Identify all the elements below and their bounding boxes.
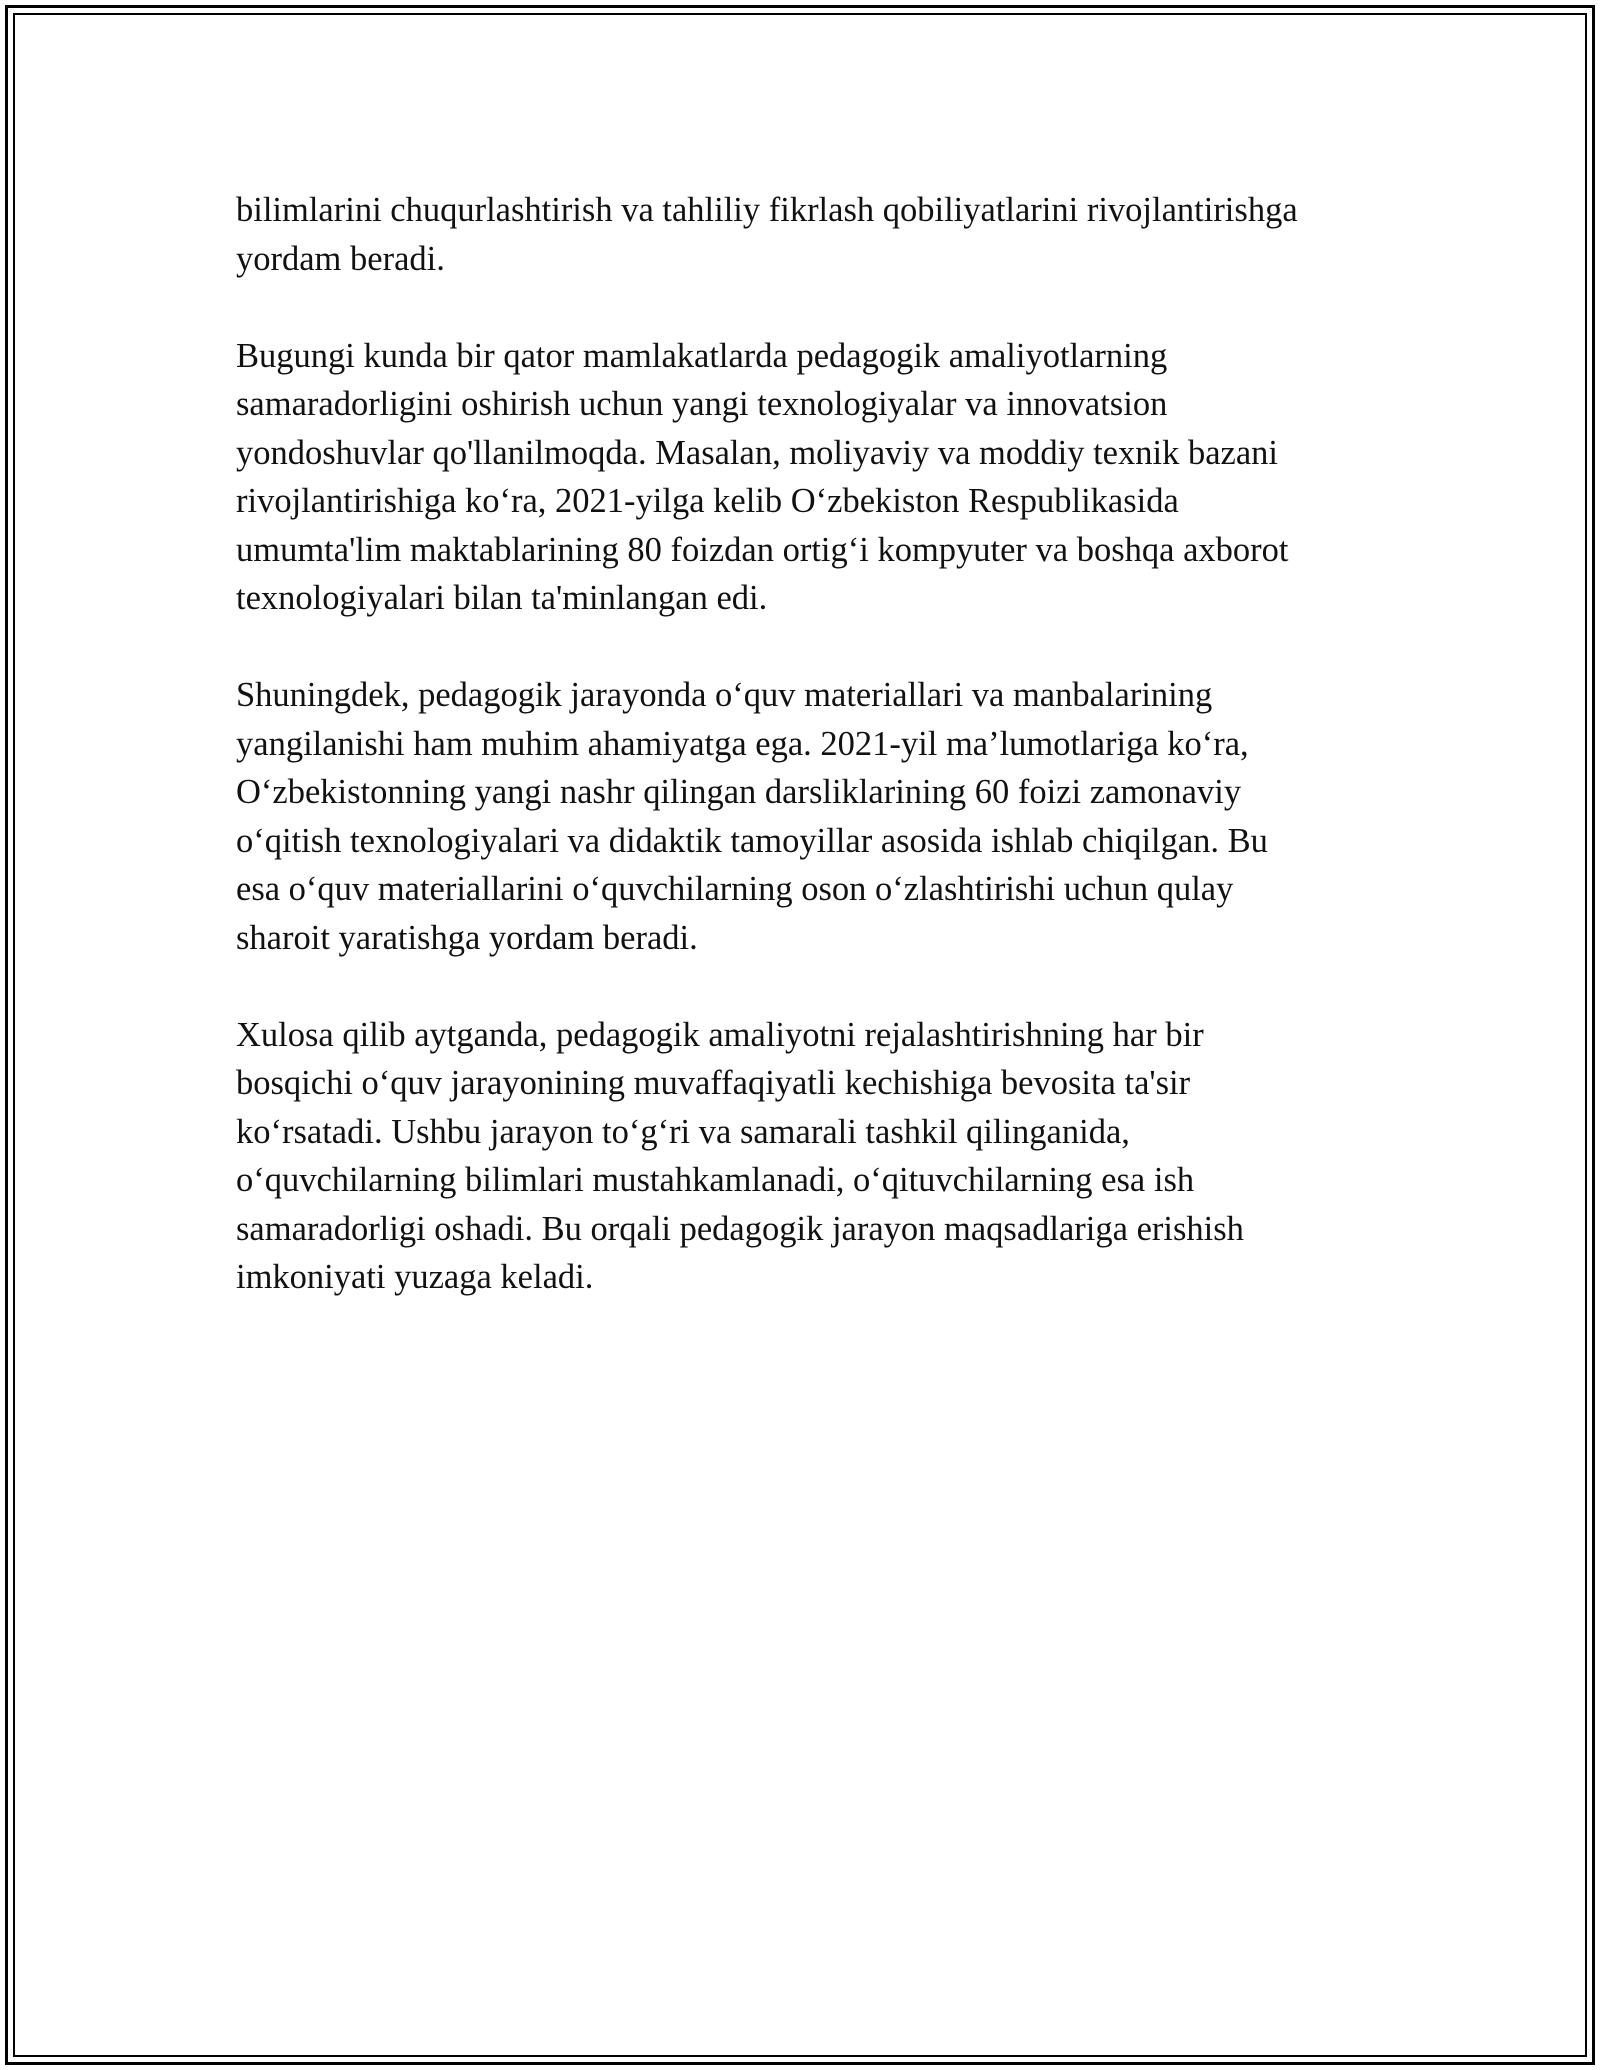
paragraph-3: Shuningdek, pedagogik jarayonda o‘quv materiallari va manbalarining yangilanishi ham muhim ahamiyatga ega. 2021-yil ma’lumotlariga ko‘ra, O‘zbekistonning yangi nashr qilingan darsliklarining 60 foizi zamonaviy o‘qitish texnologiyalari va didaktik tamoyillar asosida ishlab chiqilgan. Bu esa o‘quv materiallarini o‘quvchilarning oson o‘zlashtirishi uchun qulay sharoit yaratishga yordam beradi. (236, 676, 1268, 957)
paragraph-4: Xulosa qilib aytganda, pedagogik amaliyotni rejalashtirishning har bir bosqichi o‘quv jarayonining muvaffaqiyatli kechishiga bevosita ta'sir ko‘rsatadi. Ushbu jarayon to‘g‘ri va samarali tashkil qilinganida, o‘quvchilarning bilimlari mustahkamlanadi, o‘qituvchilarning esa ish samaradorligi oshadi. Bu orqali pedagogik jarayon maqsadlariga erishish imkoniyati yuzaga keladi. (236, 1015, 1244, 1296)
document-body (236, 186, 1386, 1350)
paragraph-2: Bugungi kunda bir qator mamlakatlarda pedagogik amaliyotlarning samaradorligini oshirish uchun yangi texnologiyalar va innovatsion yondoshuvlar qo'llanilmoqda. Masalan, moliyaviy va moddiy texnik bazani rivojlantirishiga ko‘ra, 2021-yilga kelib O‘zbekiston Respublikasida umumta'lim maktablarining 80 foizdan ortig‘i kompyuter va boshqa axborot texnologiyalari bilan ta'minlangan edi. (236, 336, 1289, 617)
paragraph-1: bilimlarini chuqurlashtirish va tahliliy fikrlash qobiliyatlarini rivojlantirishga yordam beradi. (236, 191, 1298, 278)
